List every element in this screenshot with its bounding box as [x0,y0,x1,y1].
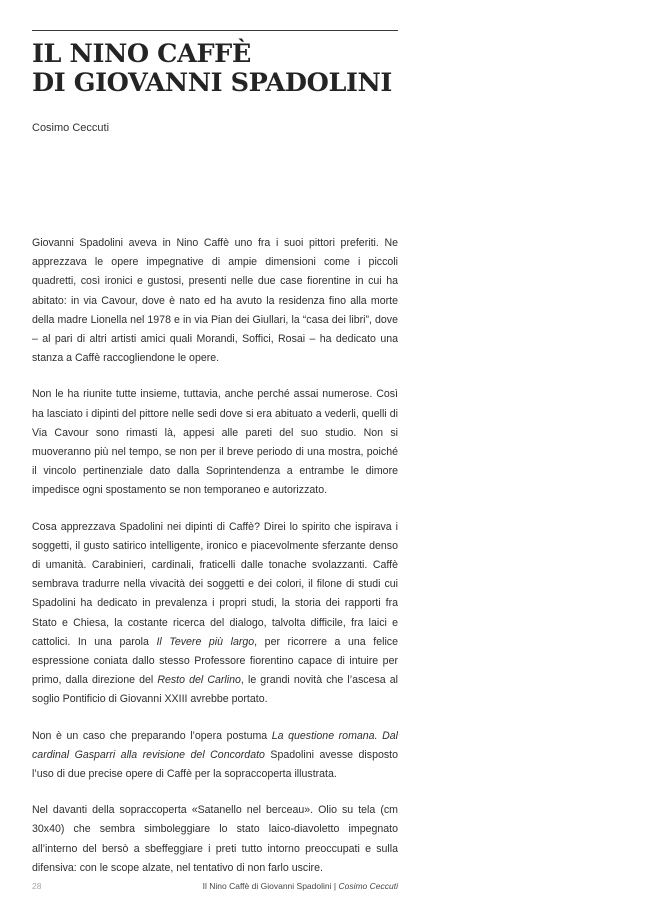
paragraph [32,801,398,878]
text-run: Cosa apprezzava Spadolini nei dipinti di Caffè? Direi lo spirito che ispirava i soggetti, il gusto satirico intelligente, ironico e piacevolmente sferzante denso di umanità. Carabinieri, cardinali, fraticelli dalle tonache svolazzanti. Caffè sembrava tradurre nella vivacità dei soggetti e dei colori, il filone di studi cui Spadolini ha dedicato in prevalenza i propri studi, la storia dei rapporti fra Stato e Chiesa, la costante ricerca del dialogo, talvolta difficile, fra laici e cattolici. In una parola [32,520,398,648]
italic-text: Resto del Carlino [157,674,241,687]
text-run: Non è un caso che preparando l’opera postuma [32,729,272,742]
running-author: Cosimo Ceccuti [338,881,398,891]
text-run: Giovanni Spadolini aveva in Nino Caffè uno fra i suoi pittori preferiti. Ne apprezzava le opere impegnative di ampie dimensioni come i piccoli quadretti, così ironici e gustosi, presenti nelle due case fiorentine in cui ha abitato: in via Cavour, dove è nato ed ha avuto la residenza fino alla morte della madre Lionella nel 1978 e in via Pian dei Giullari, la “casa dei libri”, dove – al pari di altri artisti amici quali Morandi, Soffici, Rosai – ha dedicato una stanza a Caffè raccogliendone le opere. [32,237,398,365]
paragraph [32,385,398,500]
text-run: Non le ha riunite tutte insieme, tuttavia, anche perché assai numerose. Così ha lasciato i dipinti del pittore nelle sedi dove si era abituato a vederli, quelli di Via Cavour sono rimasti là, appesi alle pareti del suo studio. Non si muoveranno più nel tempo, se non per il breve periodo di una mostra, poiché il vincolo pertinenziale dato dalla Soprintendenza a entrambe le dimore impedisce ogni spostamento se non temporaneo e autorizzato. [32,388,398,497]
top-rule [32,30,398,31]
title-line-1: IL NINO CAFFÈ [32,39,251,69]
italic-text: Il Tevere più largo [156,635,255,648]
paragraph [32,518,398,710]
running-title: Il Nino Caffè di Giovanni Spadolini [202,881,332,891]
article-title [32,40,412,98]
italic-text: La questione romana. Dal cardinal Gasparri alla revisione del Concordato [32,729,398,761]
page-number: 28 [32,881,42,891]
text-run: , per ricorrere a una felice espressione coniata dallo stesso Professore fiorentino capace di intuire per primo, dalla direzione del [32,635,398,687]
footer-separator: | [333,881,337,891]
text-run: , le grandi novità che l’ascesa al soglio Pontificio di Giovanni XXIII avrebbe portato. [32,674,399,706]
text-run: Spadolini avesse disposto l’uso di due precise opere di Caffè per la sopraccoperta illustrata. [32,748,398,781]
author-name: Cosimo Ceccuti [32,122,110,134]
article-body [32,234,398,895]
paragraph [32,234,398,368]
running-footer [203,881,398,891]
paragraph [32,727,398,785]
text-run: Nel davanti della sopraccoperta «Satanello nel berceau». Olio su tela (cm 30x40) che sembra simboleggiare lo stato laico-diavoletto impegnato all’interno del bersò a sbeffeggiare i preti tutto intorno preoccupati e sulla difensiva: con le scope alzate, nel tentativo di non farlo uscire. [32,804,398,874]
title-line-2: DI GIOVANNI SPADOLINI [32,68,392,98]
